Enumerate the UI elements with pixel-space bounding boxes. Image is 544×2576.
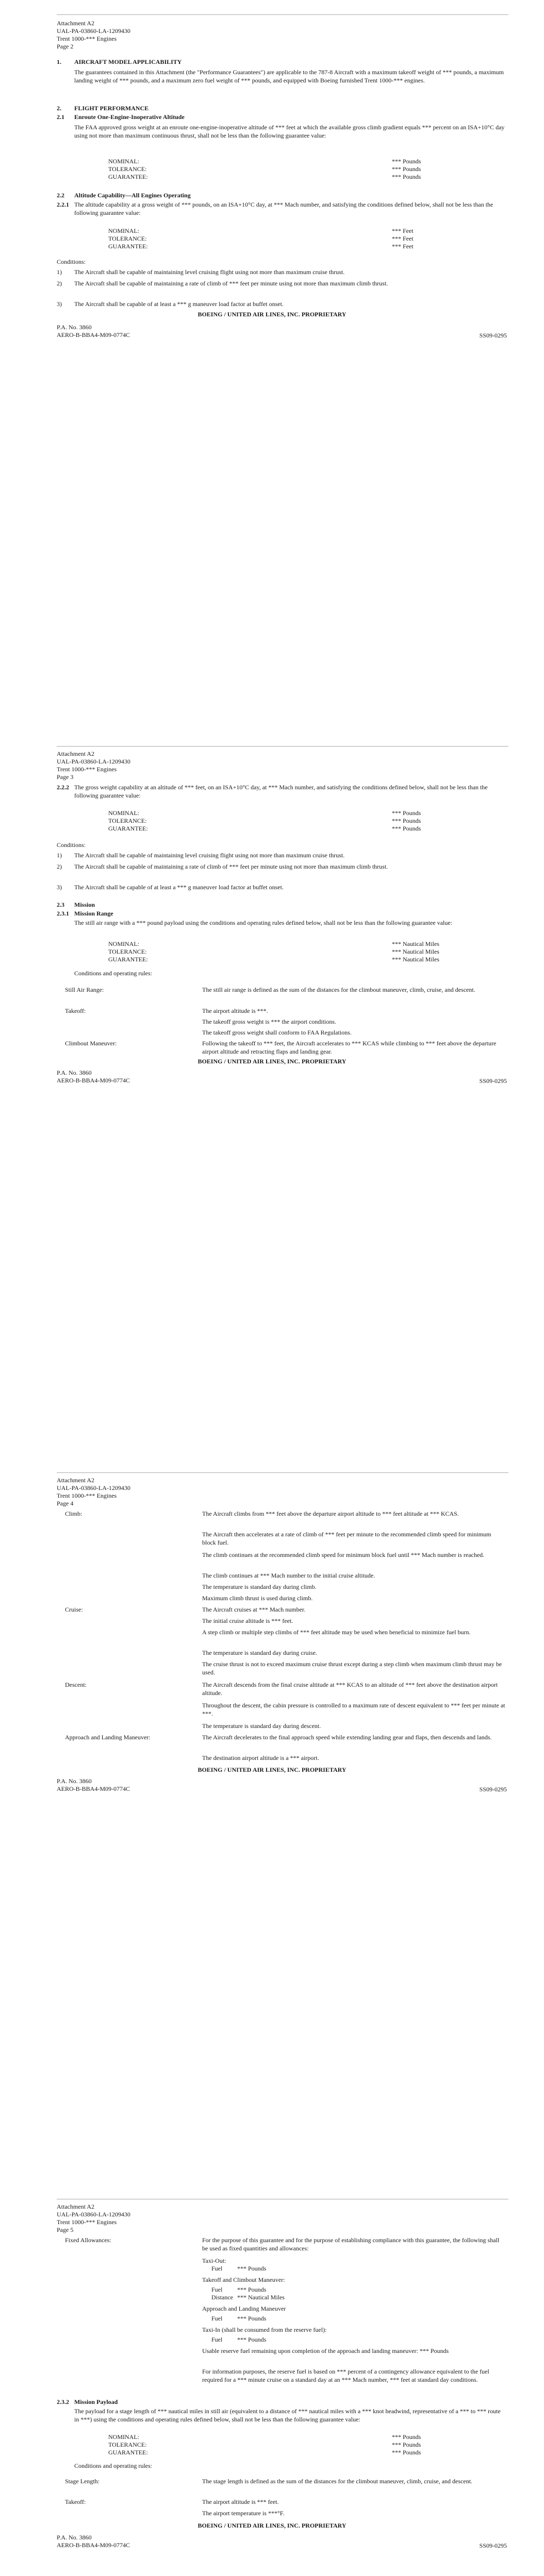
footer-page-code: SS09-0295 xyxy=(479,1077,507,1084)
subsection-title: Enroute One-Engine-Inoperative Altitude xyxy=(74,113,185,121)
rule-label: Takeoff: xyxy=(65,2498,86,2505)
section-title: FLIGHT PERFORMANCE xyxy=(74,105,149,112)
rule-label: Descent: xyxy=(65,1681,87,1688)
footer-page-code: SS09-0295 xyxy=(479,1786,507,1793)
proprietary-notice: BOEING / UNITED AIR LINES, INC. PROPRIETARY xyxy=(197,1058,347,1065)
rule-label: Still Air Range: xyxy=(65,986,104,993)
rule-text: The takeoff gross weight shall conform to FAA Regulations. xyxy=(202,1029,352,1036)
rule-label: Cruise: xyxy=(65,1606,83,1613)
subsection-number: 2.3.2 xyxy=(57,2398,69,2405)
guarantee-label: NOMINAL: xyxy=(108,809,139,817)
condition-text: The Aircraft shall be capable of at least a *** g maneuver load factor at buffet onset. xyxy=(74,300,284,308)
footer-pa-number: P.A. No. 3860 xyxy=(57,1777,92,1785)
condition-number: 1) xyxy=(57,268,62,276)
footer-reference: AERO-B-BBA4-M09-0774C xyxy=(57,331,130,338)
rules-heading: Conditions and operating rules: xyxy=(74,2462,152,2469)
guarantee-label: GUARANTEE: xyxy=(108,173,148,180)
allowance-value: *** Pounds xyxy=(237,2315,267,2322)
header-page-number: Page 5 xyxy=(57,2226,74,2233)
page-header xyxy=(57,750,130,781)
guarantee-value: *** Pounds xyxy=(392,173,421,180)
guarantee-value: *** Pounds xyxy=(392,817,421,824)
footer-reference: AERO-B-BBA4-M09-0774C xyxy=(57,1077,130,1084)
section-number: 1. xyxy=(57,58,61,65)
rule-label: Fixed Allowances: xyxy=(65,2236,111,2244)
proprietary-notice: BOEING / UNITED AIR LINES, INC. PROPRIETARY xyxy=(197,2522,347,2529)
header-engines: Trent 1000-*** Engines xyxy=(57,766,117,773)
allowance-heading: Taxi-In (shall be consumed from the reserve fuel): xyxy=(202,2326,327,2333)
page-footer xyxy=(57,1069,130,1084)
guarantee-label: GUARANTEE: xyxy=(108,956,148,963)
rule-text: The climb continues at *** Mach number to the initial cruise altitude. xyxy=(202,1572,375,1579)
conditions-label: Conditions: xyxy=(57,841,86,849)
allowance-heading: Taxi-Out: xyxy=(202,2257,226,2264)
header-attachment: Attachment A2 xyxy=(57,2203,94,2210)
rule-text: The still air range is defined as the sum of the distances for the climbout maneuver, climb, cruise, and descent. xyxy=(202,986,475,993)
header-page-number: Page 2 xyxy=(57,43,74,50)
guarantee-value: *** Nautical Miles xyxy=(392,940,439,947)
footer-pa-number: P.A. No. 3860 xyxy=(57,2534,92,2541)
guarantee-label: TOLERANCE: xyxy=(108,165,147,173)
guarantee-label: NOMINAL: xyxy=(108,940,139,947)
allowance-value: *** Pounds xyxy=(237,2265,267,2272)
condition-text: The Aircraft shall be capable of maintaining level cruising flight using not more than maximum cruise thrust. xyxy=(74,268,345,276)
subsection-number: 2.1 xyxy=(57,113,64,121)
footer-pa-number: P.A. No. 3860 xyxy=(57,1069,92,1076)
header-agreement: UAL-PA-03860-LA-1209430 xyxy=(57,27,130,35)
rule-label: Stage Length: xyxy=(65,2478,100,2485)
section-paragraph: The still air range with a *** pound payload using the conditions and operating rules defined below, shall not be less than the following guarantee value: xyxy=(74,919,453,926)
guarantee-value: *** Nautical Miles xyxy=(392,948,439,955)
page-footer xyxy=(57,2534,130,2549)
subsection-title: Mission Payload xyxy=(74,2398,118,2405)
guarantee-value: *** Feet xyxy=(392,235,414,242)
rule-text: For information purposes, the reserve fuel is based on *** percent of a contingency allowance equivalent to the fuel required for a *** minute cruise on a standard day at an *** Mach number, *** feet at standard day conditions. xyxy=(202,2368,489,2384)
subsection-title: Mission Range xyxy=(74,910,113,917)
rule-text: Throughout the descent, the cabin pressure is controlled to a maximum rate of descent equivalent to *** feet per minute at ***. xyxy=(202,1702,505,1718)
section-title: AIRCRAFT MODEL APPLICABILITY xyxy=(74,58,182,65)
rule-text: The Aircraft descends from the final cruise altitude at *** KCAS to an altitude of *** feet above the destination airport altitude. xyxy=(202,1681,498,1697)
rule-text: The temperature is standard day during cruise. xyxy=(202,1649,317,1656)
rule-text: The destination airport altitude is a *** airport. xyxy=(202,1754,319,1761)
guarantee-label: NOMINAL: xyxy=(108,227,139,234)
header-agreement: UAL-PA-03860-LA-1209430 xyxy=(57,758,130,765)
guarantee-value: *** Pounds xyxy=(392,825,421,832)
header-agreement: UAL-PA-03860-LA-1209430 xyxy=(57,1484,130,1492)
rule-text: The temperature is standard day during climb. xyxy=(202,1583,317,1590)
guarantee-label: NOMINAL: xyxy=(108,158,139,165)
header-attachment: Attachment A2 xyxy=(57,20,94,27)
rule-text: For the purpose of this guarantee and for the purpose of establishing compliance with this guarantee, the following shall be used as fixed quantities and allowances: xyxy=(202,2236,500,2252)
proprietary-notice: BOEING / UNITED AIR LINES, INC. PROPRIETARY xyxy=(197,1766,347,1773)
guarantee-value: *** Feet xyxy=(392,243,414,250)
rule-text: Maximum climb thrust is used during climb. xyxy=(202,1595,313,1602)
header-engines: Trent 1000-*** Engines xyxy=(57,35,117,42)
page-header xyxy=(57,1477,130,1507)
rule-text: The airport temperature is ***°F. xyxy=(202,2510,285,2517)
rule-text: Following the takeoff to *** feet, the Aircraft accelerates to *** KCAS while climbing to *** feet above the departure airport altitude and retracting flaps and landing gear. xyxy=(202,1040,497,1056)
rule-label: Climbout Maneuver: xyxy=(65,1040,117,1047)
rule-text: The Aircraft decelerates to the final approach speed while extending landing gear and flaps, then descends and lands. xyxy=(202,1734,492,1741)
page-top-rule xyxy=(57,746,508,747)
page-top-rule xyxy=(57,14,508,15)
guarantee-value: *** Pounds xyxy=(392,2441,421,2448)
header-agreement: UAL-PA-03860-LA-1209430 xyxy=(57,2211,130,2218)
rule-text: The climb continues at the recommended climb speed for minimum block fuel until *** Mach number is reached. xyxy=(202,1551,485,1558)
allowance-value: *** Pounds xyxy=(237,2286,267,2293)
proprietary-notice: BOEING / UNITED AIR LINES, INC. PROPRIETARY xyxy=(197,311,347,318)
rule-text: The stage length is defined as the sum of the distances for the climbout maneuver, climb, cruise, and descent. xyxy=(202,2478,473,2485)
guarantee-value: *** Nautical Miles xyxy=(392,956,439,963)
rule-label: Approach and Landing Maneuver: xyxy=(65,1734,151,1741)
rule-text: A step climb or multiple step climbs of *** feet altitude may be used when beneficial to minimize fuel burn. xyxy=(202,1629,471,1636)
page-top-rule xyxy=(57,1472,508,1473)
footer-page-code: SS09-0295 xyxy=(479,332,507,339)
footer-reference: AERO-B-BBA4-M09-0774C xyxy=(57,1785,130,1792)
rule-text: The initial cruise altitude is *** feet. xyxy=(202,1617,293,1624)
section-number: 2. xyxy=(57,105,61,112)
guarantee-label: GUARANTEE: xyxy=(108,2449,148,2456)
guarantee-label: TOLERANCE: xyxy=(108,2441,147,2448)
rule-text: The airport altitude is *** feet. xyxy=(202,2498,279,2505)
subsection-number: 2.2.2 xyxy=(57,784,69,791)
rule-text: The temperature is standard day during descent. xyxy=(202,1722,321,1730)
rule-text: The takeoff gross weight is *** the airport conditions. xyxy=(202,1018,337,1025)
rule-text: The cruise thrust is not to exceed maximum cruise thrust except during a step climb when maximum climb thrust may be used. xyxy=(202,1660,502,1676)
subsection-number: 2.2.1 xyxy=(57,201,69,208)
subsection-title: Altitude Capability—All Engines Operating xyxy=(74,192,191,199)
footer-page-code: SS09-0295 xyxy=(479,2542,507,2549)
allowance-heading: Approach and Landing Maneuver xyxy=(202,2305,286,2312)
condition-text: The Aircraft shall be capable of at least a *** g maneuver load factor at buffet onset. xyxy=(74,884,284,891)
section-paragraph: The gross weight capability at an altitude of *** feet, on an ISA+10°C day, at *** Mach number, and satisfying the conditions defined below, shall not be less than the following guarantee value: xyxy=(74,784,488,800)
guarantee-label: TOLERANCE: xyxy=(108,948,147,955)
header-page-number: Page 4 xyxy=(57,1500,74,1507)
guarantee-label: GUARANTEE: xyxy=(108,243,148,250)
subsection-number: 2.3.1 xyxy=(57,910,69,917)
rule-text: The Aircraft cruises at *** Mach number. xyxy=(202,1606,306,1613)
conditions-label: Conditions: xyxy=(57,258,86,265)
condition-number: 2) xyxy=(57,863,62,870)
guarantee-value: *** Feet xyxy=(392,227,414,234)
page-footer xyxy=(57,324,130,339)
header-attachment: Attachment A2 xyxy=(57,1477,94,1484)
guarantee-label: GUARANTEE: xyxy=(108,825,148,832)
header-page-number: Page 3 xyxy=(57,773,74,781)
condition-number: 3) xyxy=(57,884,62,891)
page-header xyxy=(57,2203,130,2234)
subsection-number: 2.3 xyxy=(57,901,64,908)
allowance-label: Fuel xyxy=(211,2315,223,2322)
subsection-number: 2.2 xyxy=(57,192,64,199)
rule-text: The airport altitude is ***. xyxy=(202,1007,268,1014)
guarantee-value: *** Pounds xyxy=(392,165,421,173)
footer-reference: AERO-B-BBA4-M09-0774C xyxy=(57,2541,130,2549)
footer-pa-number: P.A. No. 3860 xyxy=(57,324,92,331)
condition-number: 2) xyxy=(57,280,62,287)
guarantee-value: *** Pounds xyxy=(392,2433,421,2441)
guarantee-label: NOMINAL: xyxy=(108,2433,139,2441)
guarantee-label: TOLERANCE: xyxy=(108,817,147,824)
allowance-heading: Takeoff and Climbout Maneuver: xyxy=(202,2276,285,2283)
condition-text: The Aircraft shall be capable of maintaining level cruising flight using not more than maximum cruise thrust. xyxy=(74,852,345,859)
allowance-label: Fuel xyxy=(211,2336,223,2343)
subsection-title: Mission xyxy=(74,901,95,908)
condition-text: The Aircraft shall be capable of maintaining a rate of climb of *** feet per minute using not more than maximum climb thrust. xyxy=(74,863,388,870)
section-paragraph: The altitude capability at a gross weight of *** pounds, on an ISA+10°C day, at *** Mach number, and satisfying the conditions defined below, shall not be less than the following guarantee value: xyxy=(74,201,493,217)
page-footer xyxy=(57,1777,130,1793)
rule-text: The Aircraft then accelerates at a rate of climb of *** feet per minute to the recommended climb speed for minimum block fuel. xyxy=(202,1531,491,1547)
page-header xyxy=(57,20,130,50)
rule-text: The Aircraft climbs from *** feet above the departure airport altitude to *** feet altitude at *** KCAS. xyxy=(202,1510,459,1517)
section-paragraph: The guarantees contained in this Attachment (the "Performance Guarantees") are applicable to the 787-8 Aircraft with a maximum takeoff weight of *** pounds, a maximum landing weight of *** pounds, and a maximum zero fuel weight of *** pounds, and equipped with Boeing furnished Trent 1000-*** engines. xyxy=(74,69,504,84)
header-engines: Trent 1000-*** Engines xyxy=(57,2218,117,2226)
header-attachment: Attachment A2 xyxy=(57,750,94,757)
allowance-label: Fuel xyxy=(211,2286,223,2293)
section-paragraph: The payload for a stage length of *** nautical miles in still air (equivalent to a distance of *** nautical miles with a *** knot headwind, representative of a *** to *** route in ***) using the conditions and operating rules defined below, shall not be less than the following guarantee value: xyxy=(74,2408,501,2424)
guarantee-value: *** Pounds xyxy=(392,809,421,817)
condition-number: 1) xyxy=(57,852,62,859)
guarantee-value: *** Pounds xyxy=(392,2449,421,2456)
rule-text: Usable reserve fuel remaining upon completion of the approach and landing maneuver: *** Pounds xyxy=(202,2347,449,2354)
condition-text: The Aircraft shall be capable of maintaining a rate of climb of *** feet per minute using not more than maximum climb thrust. xyxy=(74,280,388,287)
rules-heading: Conditions and operating rules: xyxy=(74,970,152,977)
guarantee-value: *** Pounds xyxy=(392,158,421,165)
allowance-label: Distance xyxy=(211,2294,233,2301)
header-engines: Trent 1000-*** Engines xyxy=(57,1492,117,1499)
allowance-value: *** Pounds xyxy=(237,2336,267,2343)
section-paragraph: The FAA approved gross weight at an enroute one-engine-inoperative altitude of *** feet at which the available gross climb gradient equals *** percent on an ISA+10°C day using not more than maximum continuous thrust, shall not be less than the following guarantee value: xyxy=(74,124,505,140)
rule-label: Climb: xyxy=(65,1510,83,1517)
allowance-label: Fuel xyxy=(211,2265,223,2272)
condition-number: 3) xyxy=(57,300,62,308)
allowance-value: *** Nautical Miles xyxy=(237,2294,285,2301)
rule-label: Takeoff: xyxy=(65,1007,86,1014)
guarantee-label: TOLERANCE: xyxy=(108,235,147,242)
